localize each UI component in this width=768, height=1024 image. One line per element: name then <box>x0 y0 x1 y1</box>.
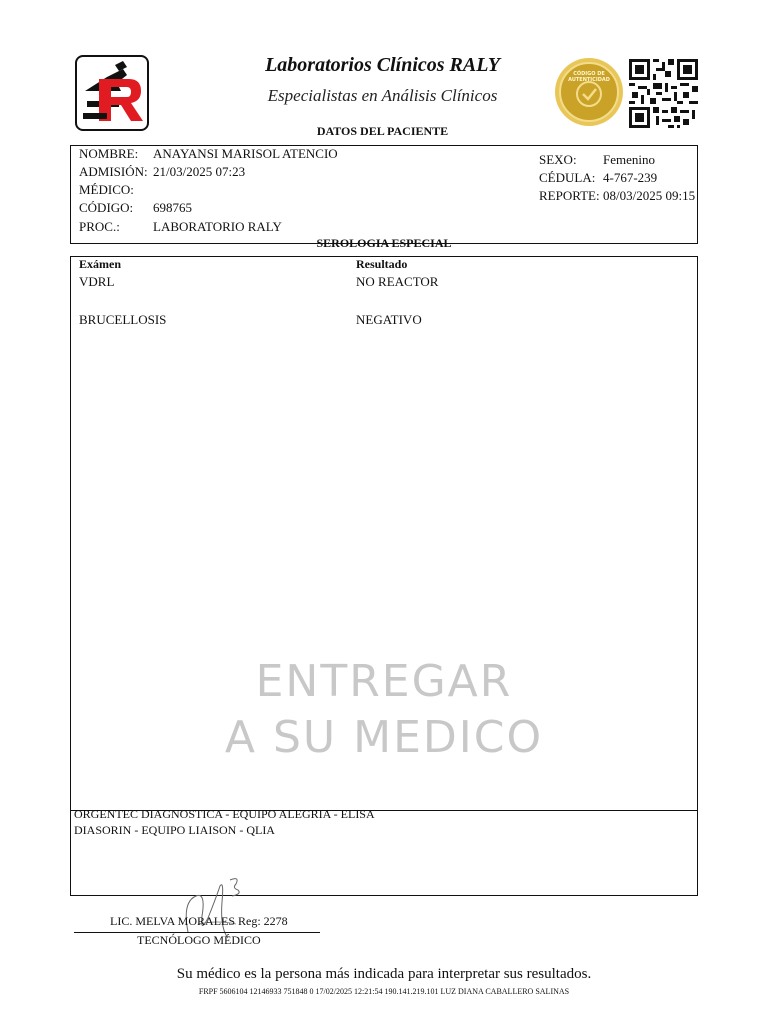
result-column-header: Resultado <box>356 257 408 271</box>
method-line: DIASORIN - EQUIPO LIAISON - QLIA <box>74 823 275 837</box>
code-label: CÓDIGO: <box>79 200 134 215</box>
results-box <box>70 256 698 896</box>
patient-section-title: DATOS DEL PACIENTE <box>316 124 449 138</box>
id-label: CÉDULA: <box>539 170 596 185</box>
id-value: 4-767-239 <box>603 170 658 185</box>
exam-column-header: Exámen <box>79 257 121 271</box>
qr-code <box>629 59 698 128</box>
patient-info-box <box>70 145 698 244</box>
lab-subtitle: Especialistas en Análisis Clínicos <box>267 86 498 105</box>
raly-logo-icon <box>77 57 147 129</box>
proc-value: LABORATORIO RALY <box>153 219 282 234</box>
footer-meta: FRPF 5606104 12146933 751848 0 17/02/2025 12:21:54 190.141.219.101 LUZ DIANA CABALLERO SALINAS <box>198 987 570 996</box>
exam-name: BRUCELLOSIS <box>79 312 167 327</box>
sex-value: Femenino <box>603 152 655 167</box>
admission-label: ADMISIÓN: <box>79 164 148 179</box>
code-value: 698765 <box>153 200 192 215</box>
exam-result: NO REACTOR <box>356 274 439 289</box>
authenticity-seal <box>553 56 625 128</box>
qr-code-icon <box>629 59 698 128</box>
report-label: REPORTE: <box>539 188 600 203</box>
report-value: 08/03/2025 09:15 <box>603 188 696 203</box>
methods-divider <box>70 810 698 811</box>
lab-logo <box>75 55 149 131</box>
watermark-line: ENTREGAR <box>255 656 513 707</box>
signer-title: TECNÓLOGO MÉDICO <box>137 933 261 947</box>
exam-result: NEGATIVO <box>356 312 422 327</box>
authenticity-seal-icon <box>553 56 625 128</box>
footer-note: Su médico es la persona más indicada para interpretar sus resultados. <box>176 966 592 982</box>
signer-name: LIC. MELVA MORALES Reg: 2278 <box>110 914 288 928</box>
service-title: SEROLOGIA ESPECIAL <box>316 236 452 250</box>
name-value: ANAYANSI MARISOL ATENCIO <box>153 146 338 161</box>
proc-label: PROC.: <box>79 219 120 234</box>
sex-label: SEXO: <box>539 152 577 167</box>
seal-text: CÓDIGO DE AUTENTICIDAD <box>568 71 610 83</box>
method-line: ORGENTEC DIAGNOSTICA - EQUIPO ALEGRIA - ELISA <box>74 807 375 821</box>
watermark-line: A SU MEDICO <box>224 712 544 763</box>
doctor-label: MÉDICO: <box>79 182 134 197</box>
name-label: NOMBRE: <box>79 146 139 161</box>
admission-value: 21/03/2025 07:23 <box>153 164 246 179</box>
exam-name: VDRL <box>79 274 115 289</box>
lab-name: Laboratorios Clínicos RALY <box>265 54 500 76</box>
